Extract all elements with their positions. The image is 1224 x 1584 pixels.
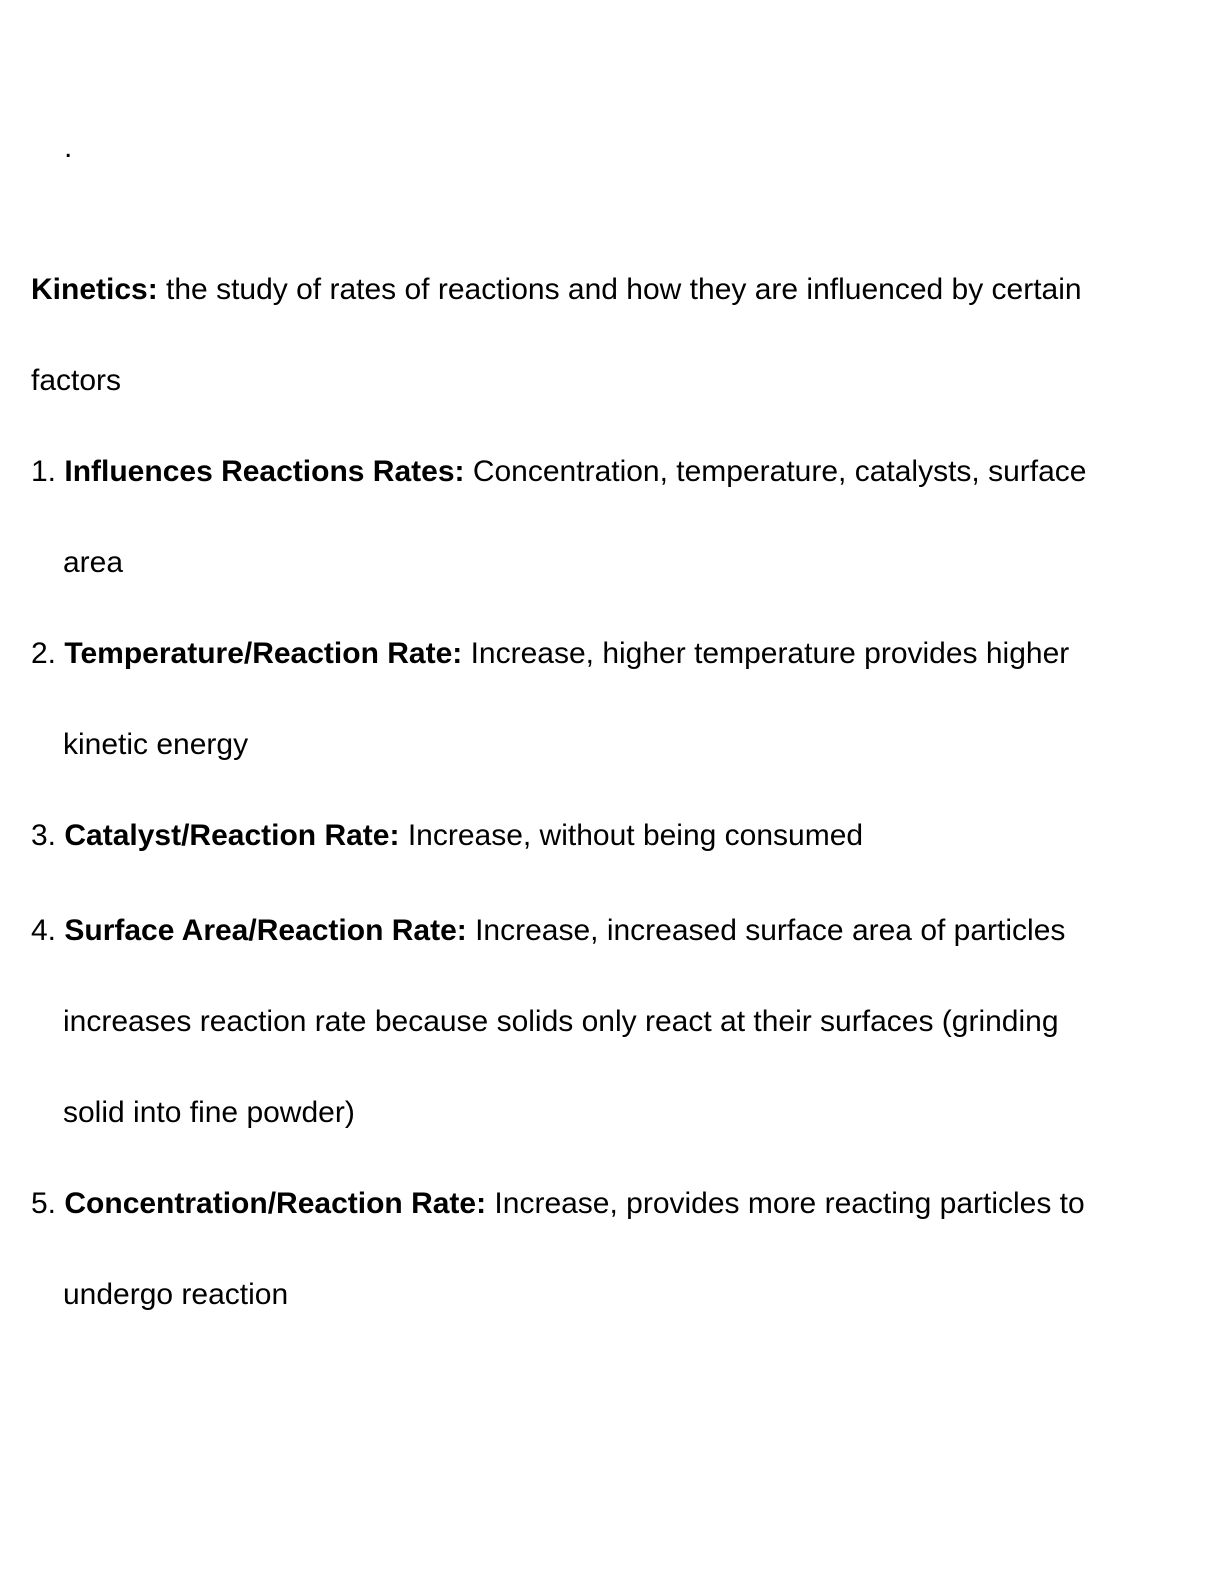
list-text: increases reaction rate because solids only react at their surfaces (grinding bbox=[63, 1005, 1059, 1038]
list-number: 3. bbox=[31, 819, 57, 852]
list-term: Surface Area/Reaction Rate: bbox=[64, 914, 467, 947]
list-text: undergo reaction bbox=[63, 1278, 289, 1311]
definition-term: Kinetics: bbox=[31, 273, 158, 306]
list-term: Temperature/Reaction Rate: bbox=[64, 637, 463, 670]
list-text: solid into fine powder) bbox=[63, 1096, 355, 1129]
list-text: Increase, increased surface area of particles bbox=[466, 914, 1066, 947]
list-text: kinetic energy bbox=[63, 728, 249, 761]
list-item-2 bbox=[31, 634, 1069, 674]
list-text: Increase, without being consumed bbox=[399, 819, 864, 852]
definition-text-1: the study of rates of reactions and how they are influenced by certain bbox=[157, 273, 1082, 306]
list-text: Increase, provides more reacting particles to bbox=[486, 1187, 1085, 1220]
definition-line-1 bbox=[31, 270, 1082, 310]
list-number: 5. bbox=[31, 1187, 57, 1220]
list-number: 1. bbox=[31, 455, 57, 488]
list-number: 2. bbox=[31, 637, 57, 670]
list-text: Concentration, temperature, catalysts, surface bbox=[464, 455, 1087, 488]
list-item-4-cont-2 bbox=[63, 1093, 355, 1133]
list-text: area bbox=[63, 546, 124, 579]
definition-text-2: factors bbox=[31, 364, 122, 397]
list-item-3 bbox=[31, 816, 863, 856]
list-item-5 bbox=[31, 1184, 1085, 1224]
list-item-4-cont bbox=[63, 1002, 1059, 1042]
list-number: 4. bbox=[31, 914, 57, 947]
stray-mark: . bbox=[64, 131, 73, 164]
list-term: Influences Reactions Rates: bbox=[64, 455, 465, 488]
list-item-5-cont bbox=[63, 1275, 288, 1315]
list-text: Increase, higher temperature provides higher bbox=[462, 637, 1070, 670]
list-term: Concentration/Reaction Rate: bbox=[64, 1187, 487, 1220]
list-term: Catalyst/Reaction Rate: bbox=[64, 819, 400, 852]
definition-line-2 bbox=[31, 361, 121, 401]
list-item-1-cont bbox=[63, 543, 123, 583]
list-item-2-cont bbox=[63, 725, 248, 765]
list-item-4 bbox=[31, 911, 1065, 951]
list-item-1 bbox=[31, 452, 1086, 492]
